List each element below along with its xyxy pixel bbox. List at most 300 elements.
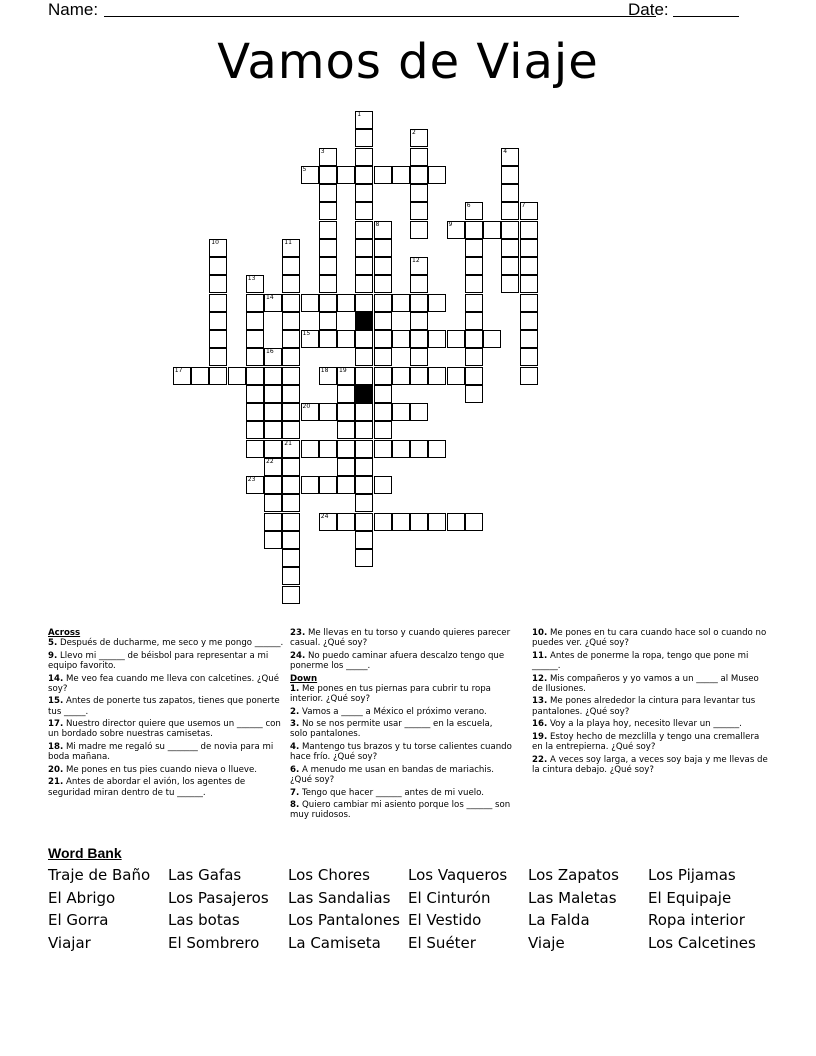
down-clue (290, 719, 512, 739)
crossword-cell[interactable] (319, 440, 337, 458)
crossword-cell[interactable] (447, 330, 465, 348)
crossword-cell[interactable] (501, 257, 519, 275)
word-bank-title: Word Bank (48, 845, 122, 861)
crossword-cell[interactable] (319, 294, 337, 312)
word-bank-item: El Abrigo (48, 888, 116, 907)
crossword-cell[interactable] (264, 421, 282, 439)
clue-text: Vamos a _____ a México el próximo verano. (299, 706, 487, 717)
crossword-cell[interactable] (209, 294, 227, 312)
clue-text: No puedo caminar afuera descalzo tengo que ponerme los _____. (290, 650, 505, 671)
across-clue (48, 777, 284, 797)
clue-number: 17 (174, 366, 183, 374)
clue-number: 6 (466, 202, 471, 210)
down-clue (532, 674, 768, 694)
clue-number: 24 (320, 512, 329, 520)
crossword-cell[interactable] (264, 403, 282, 421)
page-title: Vamos de Viaje (217, 34, 599, 90)
clue-number-label: 16. (532, 719, 548, 730)
clue-number-label: 23. (290, 628, 306, 638)
clue-number: 13 (247, 275, 256, 283)
crossword-cell[interactable] (282, 440, 300, 458)
clue-text: No se nos permite usar ______ en la escuela, solo pantalones. (290, 719, 493, 740)
crossword-cell[interactable] (410, 294, 428, 312)
crossword-cell[interactable] (282, 531, 300, 549)
crossword-cell[interactable] (410, 166, 428, 184)
crossword-cell[interactable] (428, 367, 446, 385)
clue-text: Me pones en tu cara cuando hace sol o cuando no puedes ver. ¿Qué soy? (532, 628, 767, 649)
crossword-cell[interactable] (374, 421, 392, 439)
crossword-cell[interactable] (319, 476, 337, 494)
crossword-cell[interactable] (392, 440, 410, 458)
crossword-cell[interactable] (374, 312, 392, 330)
crossword-cell[interactable] (355, 184, 373, 202)
down-clue (532, 719, 768, 729)
crossword-cell[interactable] (264, 513, 282, 531)
down-heading: Down (290, 673, 318, 684)
crossword-cell[interactable] (282, 385, 300, 403)
crossword-cell[interactable] (428, 330, 446, 348)
crossword-cell[interactable] (374, 294, 392, 312)
crossword-cell[interactable] (374, 476, 392, 494)
clue-number: 1 (357, 111, 362, 118)
across-heading: Across (48, 628, 81, 638)
clue-number-label: 13. (532, 696, 548, 707)
crossword-cell[interactable] (410, 403, 428, 421)
crossword-cell[interactable] (355, 513, 373, 531)
clue-number-label: 7. (290, 787, 300, 798)
crossword-cell[interactable] (355, 129, 373, 147)
down-clue (290, 788, 512, 798)
crossword-cell[interactable] (465, 239, 483, 257)
crossword-cell[interactable] (410, 348, 428, 366)
clue-text: Mi madre me regaló su _______ de novia para mi boda mañana. (48, 741, 274, 763)
crossword-cell[interactable] (319, 513, 337, 531)
crossword-cell[interactable] (282, 367, 300, 385)
crossword-cell[interactable] (374, 275, 392, 293)
crossword-cell[interactable] (501, 202, 519, 220)
crossword-cell[interactable] (264, 440, 282, 458)
clue-text: Mantengo tus brazos y tu torse calientes cuando hace frío. ¿Qué soy? (290, 741, 512, 763)
crossword-cell[interactable] (301, 166, 319, 184)
crossword-cell[interactable] (465, 257, 483, 275)
crossword-cell[interactable] (246, 476, 264, 494)
crossword-cell[interactable] (465, 348, 483, 366)
crossword-cell[interactable] (319, 239, 337, 257)
crossword-cell[interactable] (374, 513, 392, 531)
crossword-cell[interactable] (520, 275, 538, 293)
clue-text: Llevo mi ______ de béisbol para representar a mi equipo favorito. (48, 650, 269, 671)
crossword-cell[interactable] (501, 184, 519, 202)
across-clue (290, 651, 512, 671)
crossword-cell[interactable] (392, 367, 410, 385)
crossword-cell[interactable] (410, 148, 428, 166)
crossword-cell[interactable] (374, 257, 392, 275)
clue-number: 16 (266, 348, 274, 356)
crossword-cell[interactable] (209, 348, 227, 366)
clue-number-label: 4. (290, 741, 300, 752)
crossword-cell[interactable] (282, 494, 300, 512)
crossword-cell[interactable] (428, 294, 446, 312)
crossword-cell[interactable] (209, 257, 227, 275)
crossword-cell[interactable] (319, 275, 337, 293)
crossword-cell[interactable] (319, 166, 337, 184)
crossword-cell[interactable] (337, 330, 355, 348)
clue-number-label: 1. (290, 683, 300, 694)
crossword-cell[interactable] (301, 294, 319, 312)
clue-number: 12 (412, 257, 420, 264)
crossword-cell[interactable] (483, 221, 501, 239)
crossword-cell[interactable] (209, 275, 227, 293)
crossword-cell[interactable] (410, 221, 428, 239)
crossword-cell[interactable] (355, 440, 373, 458)
crossword-cell[interactable] (264, 458, 282, 476)
word-bank-item: Las Gafas (168, 866, 242, 884)
crossword-cell[interactable] (392, 403, 410, 421)
crossword-cell[interactable] (282, 513, 300, 531)
crossword-cell[interactable] (374, 440, 392, 458)
clues-column-1 (48, 628, 284, 800)
word-bank-item: Las Sandalias (288, 888, 391, 907)
clue-number: 3 (320, 147, 325, 155)
crossword-cell[interactable] (465, 312, 483, 330)
crossword-cell[interactable] (246, 348, 264, 366)
clue-text: Antes de abordar el avión, los agentes de seguridad miran dentro de tu ______. (48, 777, 246, 798)
across-clue (48, 674, 284, 694)
crossword-cell[interactable] (282, 348, 300, 366)
crossword-cell[interactable] (465, 385, 483, 403)
crossword-cell[interactable] (282, 458, 300, 476)
word-bank-item: Los Chores (288, 866, 370, 884)
crossword-cell[interactable] (319, 221, 337, 239)
crossword-cell[interactable] (355, 367, 373, 385)
crossword-cell[interactable] (410, 275, 428, 293)
clue-number: 14 (266, 293, 274, 301)
crossword-cell[interactable] (465, 513, 483, 531)
across-clue (48, 719, 284, 739)
clue-number-label: 18. (48, 741, 64, 752)
crossword-cell[interactable] (173, 367, 191, 385)
crossword-cell[interactable] (465, 367, 483, 385)
crossword-cell[interactable] (355, 476, 373, 494)
crossword-cell[interactable] (355, 549, 373, 567)
crossword-cell[interactable] (410, 257, 428, 275)
clue-number-label: 12. (532, 673, 548, 684)
crossword-cell[interactable] (355, 275, 373, 293)
crossword-cell[interactable] (501, 221, 519, 239)
word-bank-item: El Cinturón (408, 888, 491, 907)
crossword-cell[interactable] (337, 476, 355, 494)
crossword-cell[interactable] (282, 294, 300, 312)
crossword-cell[interactable] (410, 312, 428, 330)
down-clue (290, 765, 512, 785)
crossword-cell[interactable] (264, 476, 282, 494)
crossword-cell[interactable] (355, 111, 373, 129)
crossword-cell[interactable] (264, 494, 282, 512)
crossword-cell[interactable] (246, 367, 264, 385)
down-clue (290, 742, 512, 762)
crossword-cell[interactable] (337, 166, 355, 184)
crossword-cell[interactable] (447, 367, 465, 385)
clue-number: 4 (503, 147, 508, 155)
clue-text: Antes de ponerte tus zapatos, tienes que ponerte tus _____. (48, 696, 280, 717)
crossword-cell[interactable] (410, 129, 428, 147)
crossword-cell[interactable] (282, 312, 300, 330)
crossword-cell[interactable] (355, 348, 373, 366)
crossword-cell[interactable] (520, 330, 538, 348)
crossword-cell[interactable] (355, 221, 373, 239)
clue-text: Mis compañeros y yo vamos a un _____ al Museo de Ilusiones. (532, 673, 759, 694)
word-bank-item: Los Calcetines (648, 933, 756, 952)
crossword-cell[interactable] (246, 440, 264, 458)
blocked-cell (355, 312, 373, 330)
word-bank-item: Las botas (168, 911, 240, 929)
crossword-cell[interactable] (501, 166, 519, 184)
down-clue (532, 651, 768, 671)
clue-number: 7 (521, 202, 526, 210)
crossword-cell[interactable] (209, 367, 227, 385)
clue-text: Tengo que hacer ______ antes de mi vuelo. (299, 787, 484, 798)
clue-number: 11 (284, 238, 292, 246)
clue-text: Me pones en tus piernas para cubrir tu ropa interior. ¿Qué soy? (290, 683, 491, 704)
crossword-cell[interactable] (520, 202, 538, 220)
clue-text: Me llevas en tu torso y cuando quieres parecer casual. ¿Qué soy? (290, 628, 511, 649)
crossword-cell[interactable] (483, 330, 501, 348)
crossword-cell[interactable] (428, 166, 446, 184)
word-bank-item: Viajar (48, 933, 91, 952)
clue-number-label: 15. (48, 696, 64, 707)
crossword-cell[interactable] (319, 148, 337, 166)
crossword-cell[interactable] (301, 330, 319, 348)
word-bank-item: El Suéter (408, 933, 476, 952)
word-bank-item: El Sombrero (168, 933, 260, 952)
clue-text: Nuestro director quiere que usemos un ______ con un bordado sobre nuestras camisetas. (48, 719, 281, 740)
crossword-cell[interactable] (264, 367, 282, 385)
crossword-cell[interactable] (410, 367, 428, 385)
crossword-cell[interactable] (355, 294, 373, 312)
crossword-cell[interactable] (374, 385, 392, 403)
crossword-cell[interactable] (246, 312, 264, 330)
crossword-cell[interactable] (520, 239, 538, 257)
clue-number-label: 22. (532, 754, 548, 765)
clue-text: Estoy hecho de mezclilla y tengo una cremallera en la entrepierna. ¿Qué soy? (532, 731, 760, 752)
crossword-cell[interactable] (246, 294, 264, 312)
down-clue (290, 684, 512, 704)
crossword-cell[interactable] (282, 257, 300, 275)
word-bank-item: El Vestido (408, 911, 482, 929)
down-clue (532, 628, 768, 648)
crossword-cell[interactable] (337, 440, 355, 458)
word-bank-item: Los Zapatos (528, 866, 619, 884)
crossword-cell[interactable] (209, 239, 227, 257)
crossword-cell[interactable] (282, 421, 300, 439)
crossword-cell[interactable] (428, 440, 446, 458)
crossword-cell[interactable] (410, 440, 428, 458)
crossword-cell[interactable] (374, 166, 392, 184)
date-label: Date: (628, 0, 669, 19)
crossword-cell[interactable] (355, 330, 373, 348)
clue-text: Después de ducharme, me seco y me pongo ______. (57, 638, 284, 649)
crossword-cell[interactable] (246, 385, 264, 403)
crossword-cell[interactable] (209, 312, 227, 330)
down-clue (532, 696, 768, 716)
crossword-cell[interactable] (337, 421, 355, 439)
crossword-cell[interactable] (264, 531, 282, 549)
clue-number-label: 14. (48, 673, 64, 684)
crossword-cell[interactable] (319, 257, 337, 275)
crossword-cell[interactable] (319, 184, 337, 202)
word-bank-item: La Falda (528, 911, 590, 929)
crossword-cell[interactable] (337, 513, 355, 531)
clue-number: 2 (412, 129, 416, 137)
across-clue (290, 628, 512, 648)
crossword-cell[interactable] (337, 367, 355, 385)
crossword-cell[interactable] (465, 330, 483, 348)
crossword-cell[interactable] (319, 202, 337, 220)
crossword-cell[interactable] (355, 166, 373, 184)
crossword-cell[interactable] (319, 403, 337, 421)
crossword-cell[interactable] (337, 294, 355, 312)
crossword-cell[interactable] (282, 567, 300, 585)
crossword-cell[interactable] (301, 403, 319, 421)
crossword-cell[interactable] (520, 367, 538, 385)
clues-column-2 (290, 628, 512, 823)
crossword-cell[interactable] (520, 294, 538, 312)
clues-column-3 (532, 628, 768, 777)
blocked-cell (355, 385, 373, 403)
crossword-cell[interactable] (282, 239, 300, 257)
crossword-cell[interactable] (374, 221, 392, 239)
crossword-cell[interactable] (282, 403, 300, 421)
crossword-cell[interactable] (355, 531, 373, 549)
crossword-cell[interactable] (228, 367, 246, 385)
crossword-cell[interactable] (465, 221, 483, 239)
crossword-cell[interactable] (191, 367, 209, 385)
down-clue (532, 755, 768, 775)
clue-number-label: 17. (48, 719, 64, 730)
crossword-cell[interactable] (282, 586, 300, 604)
crossword-cell[interactable] (447, 221, 465, 239)
across-clue (48, 742, 284, 762)
crossword-cell[interactable] (465, 294, 483, 312)
crossword-cell[interactable] (355, 148, 373, 166)
crossword-cell[interactable] (319, 330, 337, 348)
crossword-cell[interactable] (319, 367, 337, 385)
clue-number-label: 11. (532, 650, 548, 661)
clue-text: Me pones en tus pies cuando nieva o llueve. (63, 764, 258, 775)
across-clue (48, 765, 284, 775)
crossword-cell[interactable] (465, 275, 483, 293)
crossword-cell[interactable] (374, 239, 392, 257)
name-label: Name: (48, 0, 99, 19)
clue-text: Me veo fea cuando me lleva con calcetines. ¿Qué soy? (48, 673, 279, 694)
crossword-cell[interactable] (355, 239, 373, 257)
clue-number: 10 (211, 238, 219, 246)
clue-number-label: 8. (290, 800, 300, 811)
crossword-cell[interactable] (337, 385, 355, 403)
crossword-cell[interactable] (392, 330, 410, 348)
crossword-cell[interactable] (301, 440, 319, 458)
crossword-cell[interactable] (282, 330, 300, 348)
clue-number: 18 (320, 366, 329, 374)
crossword-cell[interactable] (428, 513, 446, 531)
clue-text: A menudo me usan en bandas de mariachis. ¿Qué soy? (290, 764, 494, 785)
crossword-cell[interactable] (410, 202, 428, 220)
crossword-cell[interactable] (392, 166, 410, 184)
clue-number-label: 19. (532, 731, 548, 742)
crossword-cell[interactable] (465, 202, 483, 220)
clue-text: Antes de ponerme la ropa, tengo que pone mi ______. (532, 650, 749, 671)
crossword-cell[interactable] (319, 312, 337, 330)
crossword-cell[interactable] (374, 330, 392, 348)
crossword-cell[interactable] (520, 257, 538, 275)
crossword-cell[interactable] (520, 348, 538, 366)
crossword-cell[interactable] (374, 367, 392, 385)
clue-number: 21 (284, 439, 292, 447)
word-bank-item: Traje de Baño (48, 866, 151, 884)
word-bank-item: Los Vaqueros (408, 866, 508, 884)
crossword-cell[interactable] (337, 458, 355, 476)
crossword-cell[interactable] (246, 403, 264, 421)
word-bank-item: La Camiseta (288, 933, 381, 952)
crossword-cell[interactable] (410, 184, 428, 202)
down-clue (532, 732, 768, 752)
crossword-cell[interactable] (355, 403, 373, 421)
clue-number: 20 (302, 403, 311, 410)
crossword-cell[interactable] (410, 330, 428, 348)
crossword-cell[interactable] (501, 148, 519, 166)
word-bank-item: El Equipaje (648, 888, 732, 907)
crossword-cell[interactable] (520, 312, 538, 330)
down-clue (290, 800, 512, 820)
crossword-cell[interactable] (355, 202, 373, 220)
clue-text: Voy a la playa hoy, necesito llevar un ______. (547, 719, 742, 730)
crossword-cell[interactable] (282, 275, 300, 293)
crossword-cell[interactable] (392, 294, 410, 312)
crossword-cell[interactable] (282, 549, 300, 567)
clue-text: A veces soy larga, a veces soy baja y me llevas de la cintura debajo. ¿Qué soy? (532, 754, 768, 775)
crossword-cell[interactable] (520, 221, 538, 239)
crossword-cell[interactable] (246, 330, 264, 348)
crossword-cell[interactable] (355, 494, 373, 512)
clue-number: 8 (375, 220, 380, 228)
across-clue (48, 651, 284, 671)
crossword-cell[interactable] (246, 275, 264, 293)
crossword-cell[interactable] (264, 385, 282, 403)
crossword-cell[interactable] (264, 348, 282, 366)
crossword-cell[interactable] (501, 239, 519, 257)
crossword-cell[interactable] (209, 330, 227, 348)
clue-number-label: 3. (290, 719, 300, 730)
crossword-cell[interactable] (410, 513, 428, 531)
crossword-cell[interactable] (355, 257, 373, 275)
crossword-cell[interactable] (501, 275, 519, 293)
down-clue (290, 707, 512, 717)
clue-number: 15 (302, 330, 311, 337)
crossword-cell[interactable] (355, 421, 373, 439)
crossword-cell[interactable] (301, 476, 319, 494)
crossword-cell[interactable] (374, 348, 392, 366)
crossword-cell[interactable] (374, 403, 392, 421)
clue-number: 22 (266, 457, 274, 465)
crossword-cell[interactable] (246, 421, 264, 439)
crossword-cell[interactable] (447, 513, 465, 531)
crossword-cell[interactable] (392, 513, 410, 531)
crossword-cell[interactable] (355, 458, 373, 476)
crossword-cell[interactable] (282, 476, 300, 494)
crossword-cell[interactable] (264, 294, 282, 312)
crossword-cell[interactable] (337, 403, 355, 421)
clue-number: 19 (339, 366, 347, 374)
